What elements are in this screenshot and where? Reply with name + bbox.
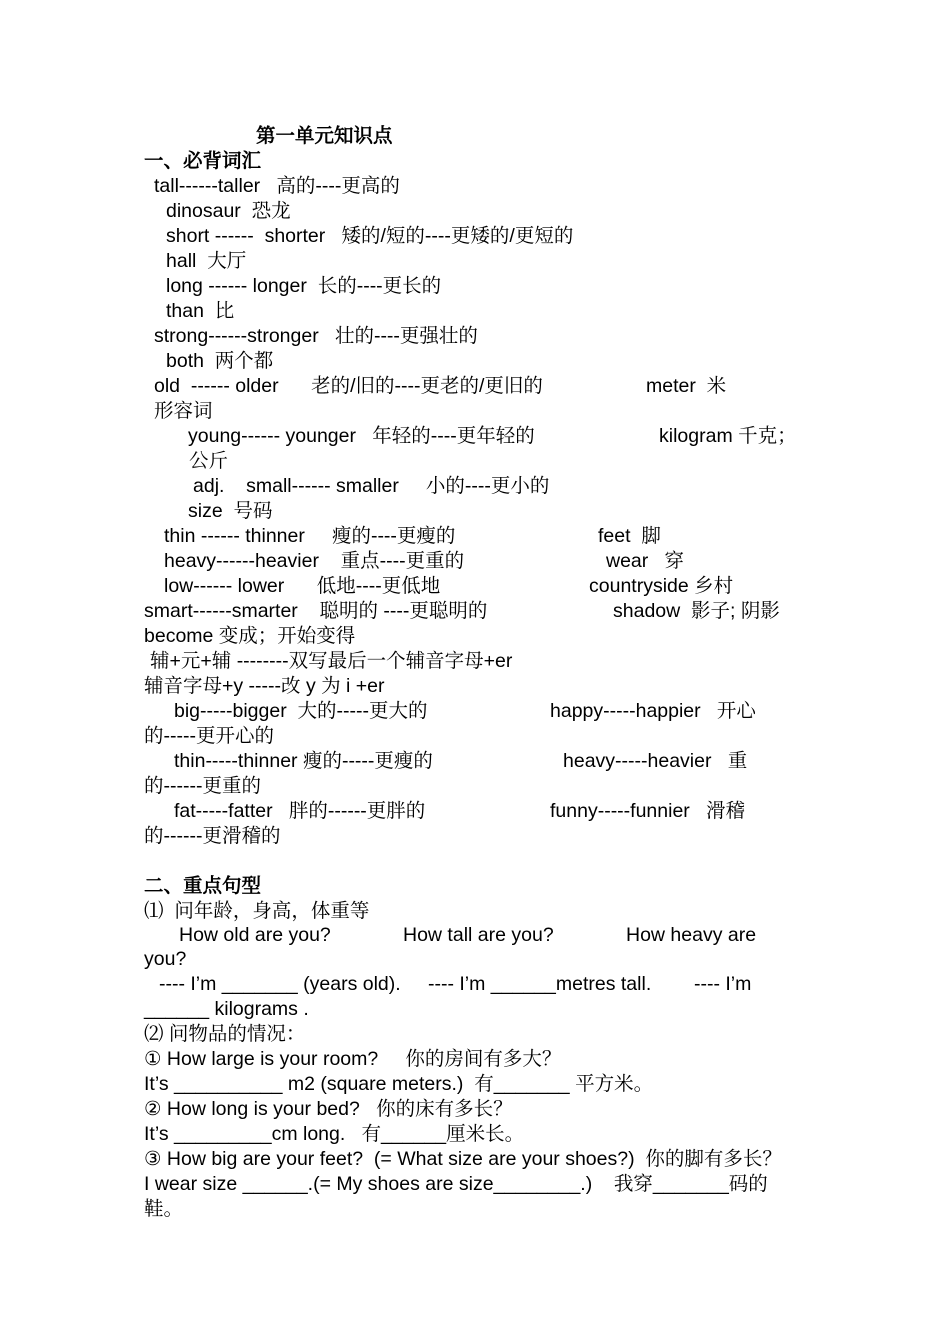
vocab-line: old ------ older 老的/旧的----更老的/更旧的: [154, 375, 543, 397]
sentence-line: ______ kilograms .: [144, 998, 309, 1020]
sentence-line: How tall are you?: [403, 924, 554, 946]
section-heading-sentences: 二、重点句型: [144, 875, 262, 897]
vocab-line: countryside 乡村: [589, 575, 734, 597]
sentence-line: It’s __________ m2 (square meters.) 有_______ 平方米。: [144, 1073, 654, 1095]
vocab-line: feet 脚: [598, 525, 661, 547]
vocab-line: thin ------ thinner 瘦的----更瘦的: [164, 525, 456, 547]
vocab-line: wear 穿: [606, 550, 685, 572]
section-heading-vocabulary: 一、必背词汇: [144, 150, 262, 172]
vocab-line: heavy------heavier 重点----更重的: [164, 550, 465, 572]
vocab-line: fat-----fatter 胖的------更胖的: [174, 800, 426, 822]
sentence-line: 鞋。: [144, 1198, 184, 1220]
vocab-line: size 号码: [188, 500, 273, 522]
sentence-line: you?: [144, 948, 187, 970]
vocab-line: tall------taller 高的----更高的: [154, 175, 400, 197]
sentence-line: ---- I’m ______metres tall.: [428, 973, 652, 995]
vocab-line: 公斤: [189, 450, 229, 472]
vocab-line: dinosaur 恐龙: [166, 200, 291, 222]
vocab-line: shadow 影子; 阴影: [613, 600, 780, 622]
vocab-line: adj. small------ smaller 小的----更小的: [193, 475, 550, 497]
vocab-line: become 变成；开始变得: [144, 625, 356, 647]
sentence-line: ⑵ 问物品的情况：: [144, 1023, 306, 1045]
vocab-line: than 比: [166, 300, 235, 322]
sentence-line: I wear size ______.(= My shoes are size________.) 我穿_______码的: [144, 1173, 768, 1195]
vocab-line: big-----bigger 大的-----更大的: [174, 700, 428, 722]
sentence-line: How old are you?: [179, 924, 331, 946]
vocab-line: meter 米: [646, 375, 727, 397]
vocab-line: young------ younger 年轻的----更年轻的: [188, 425, 535, 447]
vocab-line: happy-----happier 开心: [550, 700, 756, 722]
vocab-line: 形容词: [154, 400, 213, 422]
vocab-line: both 两个都: [166, 350, 274, 372]
vocab-line: hall 大厅: [166, 250, 247, 272]
document-title: 第一单元知识点: [256, 125, 393, 147]
vocab-line: kilogram 千克；: [659, 425, 797, 447]
vocab-line: thin-----thinner 瘦的-----更瘦的: [174, 750, 433, 772]
sentence-line: ② How long is your bed? 你的床有多长？: [144, 1098, 513, 1120]
rule-line: 辅音字母+y -----改 y 为 i +er: [144, 675, 385, 697]
sentence-line: How heavy are: [626, 924, 757, 946]
rule-line: 辅+元+辅 --------双写最后一个辅音字母+er: [150, 650, 513, 672]
sentence-line: ③ How big are your feet? (= What size are your shoes?) 你的脚有多长？: [144, 1148, 782, 1170]
vocab-line: 的------更重的: [144, 775, 261, 797]
sentence-line: ---- I’m _______ (years old).: [159, 973, 401, 995]
vocab-line: heavy-----heavier 重: [563, 750, 748, 772]
vocab-line: smart------smarter 聪明的 ----更聪明的: [144, 600, 488, 622]
vocab-line: strong------stronger 壮的----更强壮的: [154, 325, 478, 347]
sentence-line: It’s _________cm long. 有______厘米长。: [144, 1123, 525, 1145]
vocab-line: funny-----funnier 滑稽: [550, 800, 746, 822]
sentence-line: ⑴ 问年龄，身高，体重等: [144, 900, 370, 922]
vocab-line: short ------ shorter 矮的/短的----更矮的/更短的: [166, 225, 574, 247]
vocab-line: 的-----更开心的: [144, 725, 274, 747]
sentence-line: ---- I’m: [694, 973, 752, 995]
sentence-line: ① How large is your room? 你的房间有多大？: [144, 1048, 562, 1070]
vocab-line: 的------更滑稽的: [144, 825, 281, 847]
vocab-line: low------ lower 低地----更低地: [164, 575, 441, 597]
vocab-line: long ------ longer 长的----更长的: [166, 275, 442, 297]
